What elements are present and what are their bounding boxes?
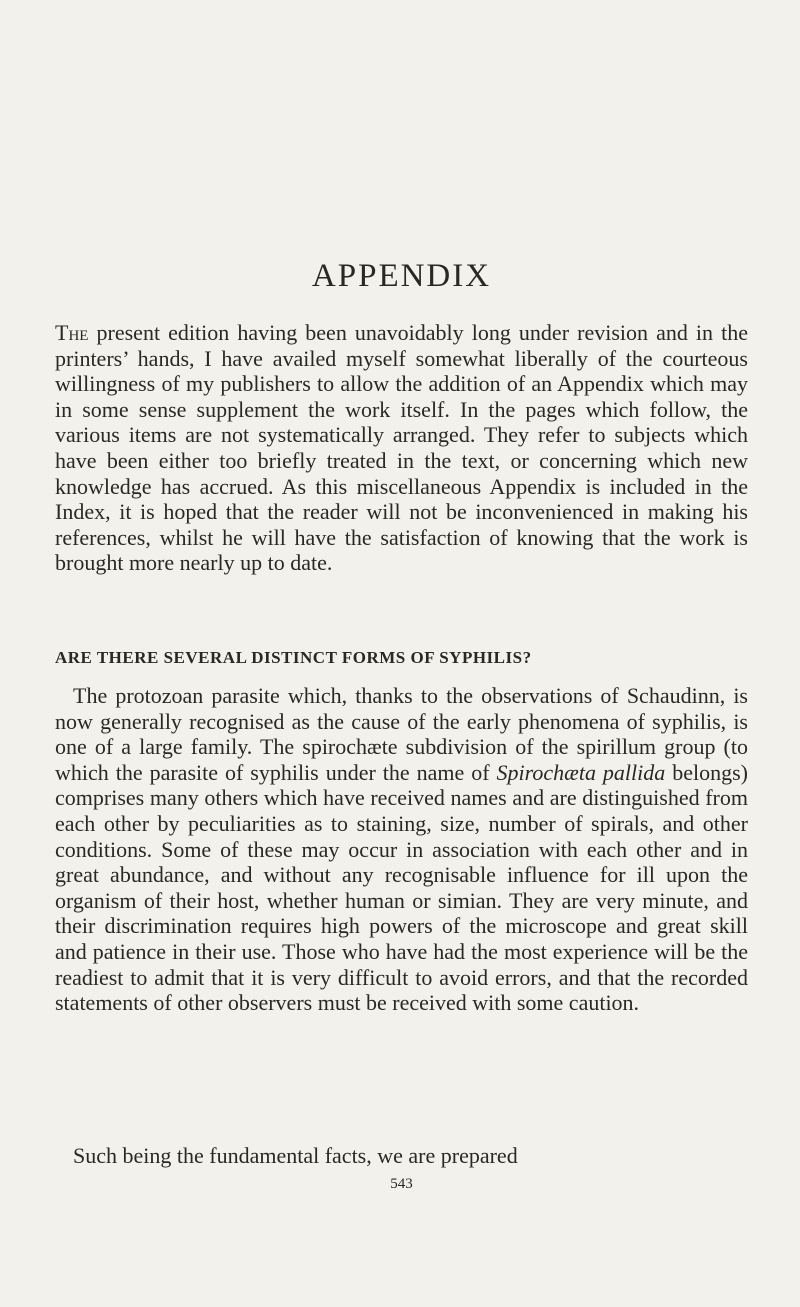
species-name: Spirochæta pallida xyxy=(496,759,666,785)
page-number: 543 xyxy=(390,1176,413,1192)
intro-paragraph xyxy=(55,320,748,576)
intro-lead-word: The xyxy=(55,320,89,345)
body-text-part-1: The protozoan parasite which, thanks to the observations of Schaudinn, is now generally recognised as the cause of the early phenomena of syphilis, is one of a large family. The spirochæte subdivision of the spirillum group (to which the parasite of syphilis under the name of xyxy=(55,683,748,785)
page-title: APPENDIX xyxy=(311,258,492,294)
continuation-paragraph: Such being the fundamental facts, we are prepared xyxy=(73,1143,518,1168)
book-page xyxy=(55,0,748,1307)
intro-text: present edition having been unavoidably long under revision and in the printers’ hands, I have availed myself somewhat liberally of the courteous willingness of my publishers to allow the addition of an Appendix which may in some sense supplement the work itself. In the pages which follow, the various items are not systematically arranged. They refer to subjects which have been either too briefly treated in the text, or concerning which new knowledge has accrued. As this miscellaneous Appendix is included in the Index, it is hoped that the reader will not be inconvenienced in making his references, whilst he will have the satisfaction of knowing that the work is brought more nearly up to date. xyxy=(55,320,748,576)
body-paragraph xyxy=(55,683,748,1016)
section-heading: ARE THERE SEVERAL DISTINCT FORMS OF SYPHILIS? xyxy=(55,648,532,667)
body-text-part-2: belongs) comprises many others which have received names and are distinguished from each other by peculiarities as to staining, size, number of spirals, and other conditions. Some of these may occur in association with each other and in great abundance, and without any recognisable influence for ill upon the organism of their host, whether human or simian. They are very minute, and their discrimination requires high powers of the microscope and great skill and patience in their use. Those who have had the most experience will be the readiest to admit that it is very difficult to avoid errors, and that the recorded statements of other observers must be received with some caution. xyxy=(55,759,748,1016)
